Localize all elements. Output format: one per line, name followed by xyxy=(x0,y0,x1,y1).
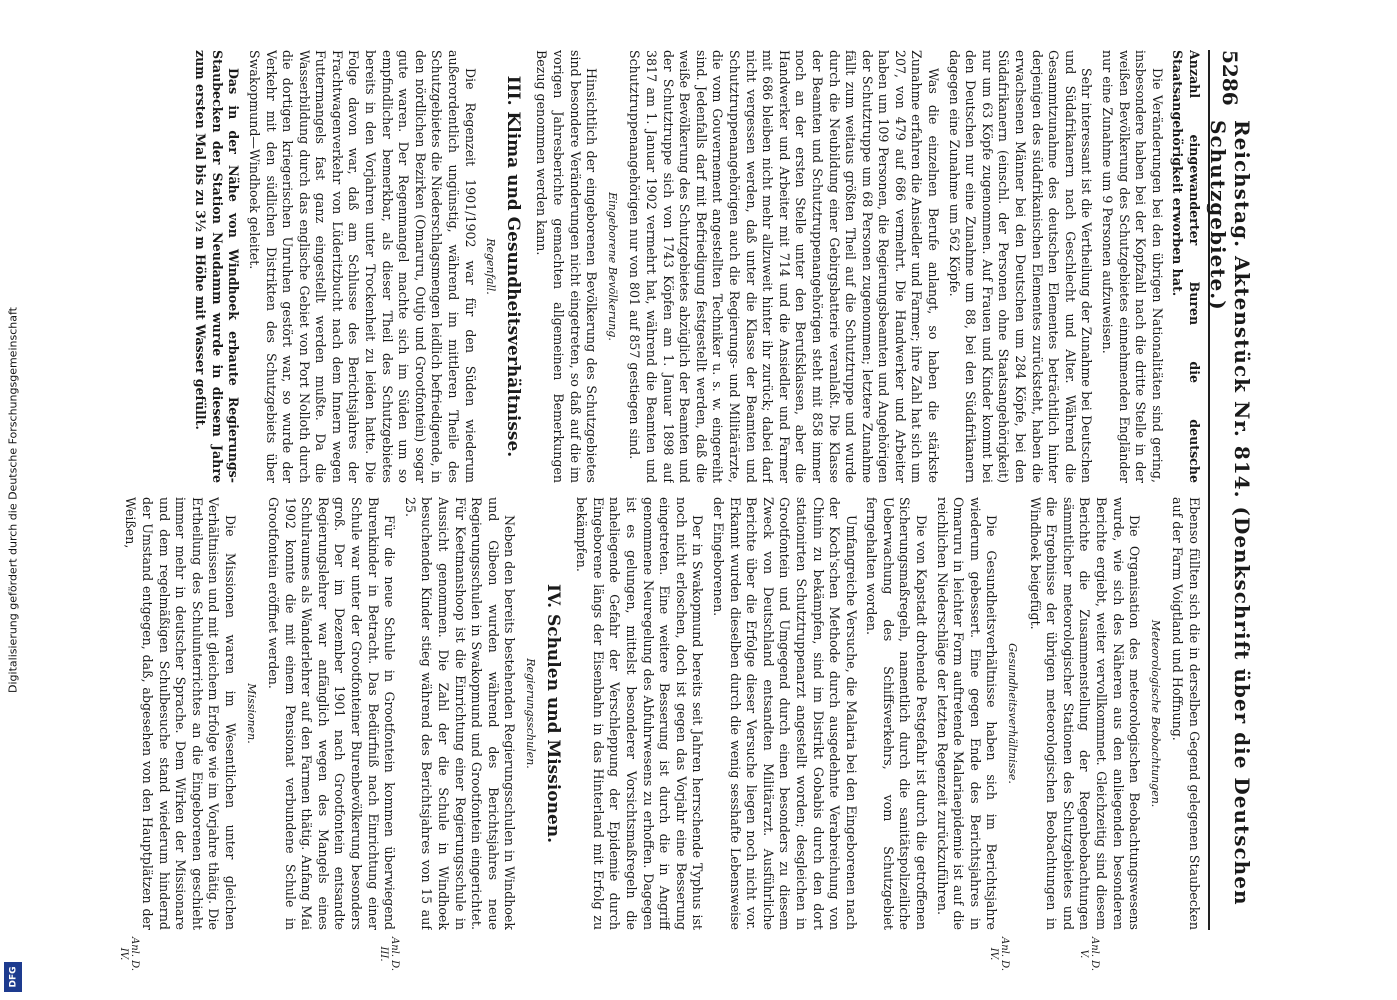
paragraph: Was die einzelnen Berufe anlangt, so haben die stärkste Zunahme erfahren die Ansiedler und Farmer; ihre Zahl hat sich um 207, von 479 auf 686 vermehrt. Die Handwerker und Arbeiter haben um 109 Personen, die Regierungsbeamten und Angehörigen der Schutztruppe um 68 Personen zugenommen; letztere Zunahme fällt zum weitaus größten Theil auf die Schutztruppe und wurde durch die Neubildung einer Gebirgsbatterie veranlaßt. Die Klasse der Beamten und Schutztruppenangehörigen steht mit 858 immer noch an der ersten Stelle unter den Berufsklassen, aber die Handwerker und Arbeiter mit 714 und die Ansiedler und Farmer mit 686 bleiben nicht mehr allzuweit hinter ihr zurück; dabei darf nicht vergessen werden, daß unter die Klasse der Beamten und Schutztruppenangehörigen auch die Regierungs- und Militärärzte, die vom Gouvernement angestellten Techniker u. s. w. eingereiht sind. Jedenfalls darf mit Befriedigung festgestellt werden, daß die weiße Bevölkerung des Schutzgebietes abzüglich der Beamten und der Schutztruppe sich von 1743 Köpfen am 1. Januar 1898 auf 3817 am 1. Januar 1902 vermehrt hat, während die Beamten und Schutztruppenangehörigen nur von 801 auf 857 gestiegen sind. xyxy=(627,50,942,483)
paragraph: Die Regenzeit 1901/1902 war für den Süden wiederum außerordentlich ungünstig, während im mittleren Theile des Schutzgebietes die Niederschlagsmengen leidlich befriedigende, in den nördlichen Bezirken (Omaruru, Outjo und Grootfontein) sogar gute waren. Der Regenmangel machte sich im Süden um so empfindlicher bemerkbar, als dieser Theil des Schutzgebietes bereits in den Vorjahren unter Trockenheit zu leiden hatte. Die Folge davon war, daß am Schlusse des Berichtsjahres der Frachtwagenverkehr von Lüderitzbucht nach dem Innern wegen Futtermangels fast ganz eingestellt werden mußte. Da die Wasserbildung durch das englische Gebiet von Port Nolloth durch die dortigen kriegerischen Unruhen gestört war, so wurde der Verkehr mit den südlichen Distrikten des Schutzgebiets über Swakopmund—Windhoek geleitet. xyxy=(246,50,478,483)
subheading: Regenfall. xyxy=(484,238,498,295)
section-title: IV. Schulen und Missionen. xyxy=(542,583,563,844)
margin-note: Anl. D. IV. xyxy=(988,936,1010,972)
margin-note: Anl. D. IV. xyxy=(118,936,140,972)
credit-text: Digitalisierung gefördert durch die Deutsche Forschungsgemeinschaft xyxy=(6,307,20,693)
paragraph: Sehr interessant ist die Vertheilung der Zunahme bei Deutschen und Südafrikanern nach Geschlecht und Alter. Während die Gesammtzunahme des deutschen Elementes beträchtlich hinter derjenigen des südafrikanischen Elementes zurücksteht, haben die erwachsenen Männer bei den Deutschen um 284 Köpfe, bei den Südafrikanern (einschl. der Personen ohne Staatsangehörigkeit) nur um 63 Köpfe zugenommen. Auf Frauen und Kinder kommt bei den Deutschen nur eine Zunahme um 88, bei den Südafrikanern dagegen eine Zunahme um 562 Köpfe. xyxy=(946,50,1095,483)
paragraph: Die Organisation des meteorologischen Beobachtungswesens wurde, wie sich des Näheren aus den anliegenden besonderen Berichte ergiebt, weiter vervollkommnet. Gleichzeitig sind diesem Berichte die Zusammenstellung der Regenbeobachtungen sämmtlicher meteorologischer Stationen des Schutzgebietes und die Ergebnisse der übrigen meteorologischen Beobachtungen in Windhoek beigefügt. xyxy=(1027,497,1143,930)
paragraph: Der in Swakopmund bereits seit Jahren herrschende Typhus ist noch nicht erloschen, doch ist gegen das Vorjahr eine Besserung eingetreten. Eine weitere Besserung ist durch die in Angriff genommene Neuregelung des Abfuhrwesens zu erhoffen. Dagegen ist es gelungen, mittelst besonderer Vorsichtsmaßregeln die naheliegende Gefahr der Verschleppung der Epidemie durch Eingeborene längs der Eisenbahn in das Hinterland mit Erfolg zu bekämpfen. xyxy=(574,497,706,930)
paragraph: Die Veränderungen bei den übrigen Nationalitäten sind gering, insbesondere haben bei der Kopfzahl nach die dritte Stelle in der weißen Bevölkerung des Schutzgebietes einnehmenden Engländer nur eine Zunahme um 9 Personen aufzuweisen. xyxy=(1100,50,1165,483)
digitization-credit xyxy=(0,0,26,1000)
subheading: Meteorologische Beobachtungen. xyxy=(1148,619,1162,808)
page-title: Reichstag. Aktenstück Nr. 814. (Denkschrift über die Deutschen Schutzgebiete.) xyxy=(1206,120,1254,906)
section-title: III. Klima und Gesundheitsverhältnisse. xyxy=(502,75,523,458)
paragraph: Neben den bereits bestehenden Regierungsschulen in Windhoek und Gibeon wurden während des Berichtsjahres neue Regierungsschulen in Swakopmund und Grootfontein eingerichtet. Für Keetmanshoop ist die Einrichtung einer Regierungsschule in Aussicht genommen. Die Zahl der die Schule in Windhoek besuchenden Kinder stieg während des Berichtsjahres von 15 auf 25. xyxy=(402,497,518,930)
scanned-page xyxy=(60,50,1254,972)
subheading: Gesundheitsverhältnisse. xyxy=(1006,643,1020,784)
paragraph: Für die neue Schule in Grootfontein kommen überwiegend Burenkinder in Betracht. Das Bedürfniß nach Einrichtung einer Schule war unter der Grootfonteiner Burenbevölkerung besonders groß. Der im Dezember 1901 nach Grootfontein entsandte Regierungslehrer war anfänglich wegen des Mangels eines Schulraumes als Wanderlehrer auf den Farmen thätig. Anfang Mai 1902 konnte die mit einem Pensionat verbundene Schule in Grootfontein eröffnet werden. xyxy=(266,497,398,930)
dfg-logo-text: DFG xyxy=(8,966,19,988)
page-header xyxy=(1206,50,1254,930)
paragraph: Die von Kapstadt drohende Pestgefahr ist durch die getroffenen Sicherungsmaßregeln, namentlich durch die sanitätspolizeiliche Ueberwachung des Schiffsverkehrs, vom Schutzgebiet ferngehalten worden. xyxy=(864,497,930,930)
paragraph: Die Gesundheitsverhältnisse haben sich im Berichtsjahre wiederum gebessert. Eine gegen Ende des Berichtsjahres in Omaruru in leichter Form auftretende Malariaepidemie ist auf die reichlichen Niederschläge der letzten Regenzeit zurückzuführen. xyxy=(934,497,1000,930)
paragraph: Das in der Nähe von Windhoek erbaute Regierungs-Staubecken der Station Neudamm wurde in diesem Jahre zum ersten Mal bis zu 3½ m Höhe mit Wasser gefüllt. xyxy=(193,50,242,483)
paragraph: Anzahl eingewanderter Buren die deutsche Staatsangehörigkeit erworben hat. xyxy=(1170,50,1202,483)
subheading: Missionen. xyxy=(244,683,258,744)
paragraph: Die Missionen waren im Wesentlichen unter gleichen Verhältnissen und mit gleichem Erfolge wie im Vorjahre thätig. Die Ertheilung des Schulunterrichtes an die Eingeborenen geschieht immer mehr in deutscher Sprache. Dem Wirken der Missionare und dem regelmäßigen Schulbesuche stand wiederum hindernd der Umstand entgegen, daß, abgesehen von den Hauptplätzen der Weißen, xyxy=(123,497,238,930)
subheading: Eingeborene Bevölkerung. xyxy=(605,192,619,341)
paragraph: Hinsichtlich der eingeborenen Bevölkerung des Schutzgebietes sind besondere Veränderungen nicht eingetreten, so daß auf die im vorigen Jahresberichte gemachten allgemeinen Bemerkungen Bezug genommen werden kann. xyxy=(534,50,600,483)
subheading: Regierungsschulen. xyxy=(524,658,538,769)
margin-note: Anl. D. III. xyxy=(378,936,400,972)
column-left xyxy=(62,50,1202,483)
paragraph: Umfangreiche Versuche, die Malaria bei den Eingeborenen nach der Koch'schen Methode durch ausgedehnte Verabreichung von Chinin zu bekämpfen, sind im Distrikt Gobabis durch den dort stationirten Schutztruppenarzt angestellt worden; desgleichen in Grootfontein und Umgegend durch einen besonders zu diesem Zweck von Deutschland entsandten Militärarzt. Ausführliche Berichte über die Erfolge dieser Versuche liegen noch nicht vor. Erkannt wurden dieselben durch die wenig sesshafte Lebensweise der Eingeborenen. xyxy=(710,497,859,930)
text-columns xyxy=(62,50,1202,930)
dfg-logo xyxy=(4,962,22,992)
page-number: 5286 xyxy=(1218,50,1242,106)
paragraph: Ebenso füllten sich die in derselben Gegend gelegenen Staubecken auf der Farm Voigtland und Hoffnung. xyxy=(1170,497,1202,930)
column-right xyxy=(62,497,1202,930)
margin-note: Anl. D. V. xyxy=(1078,936,1100,972)
